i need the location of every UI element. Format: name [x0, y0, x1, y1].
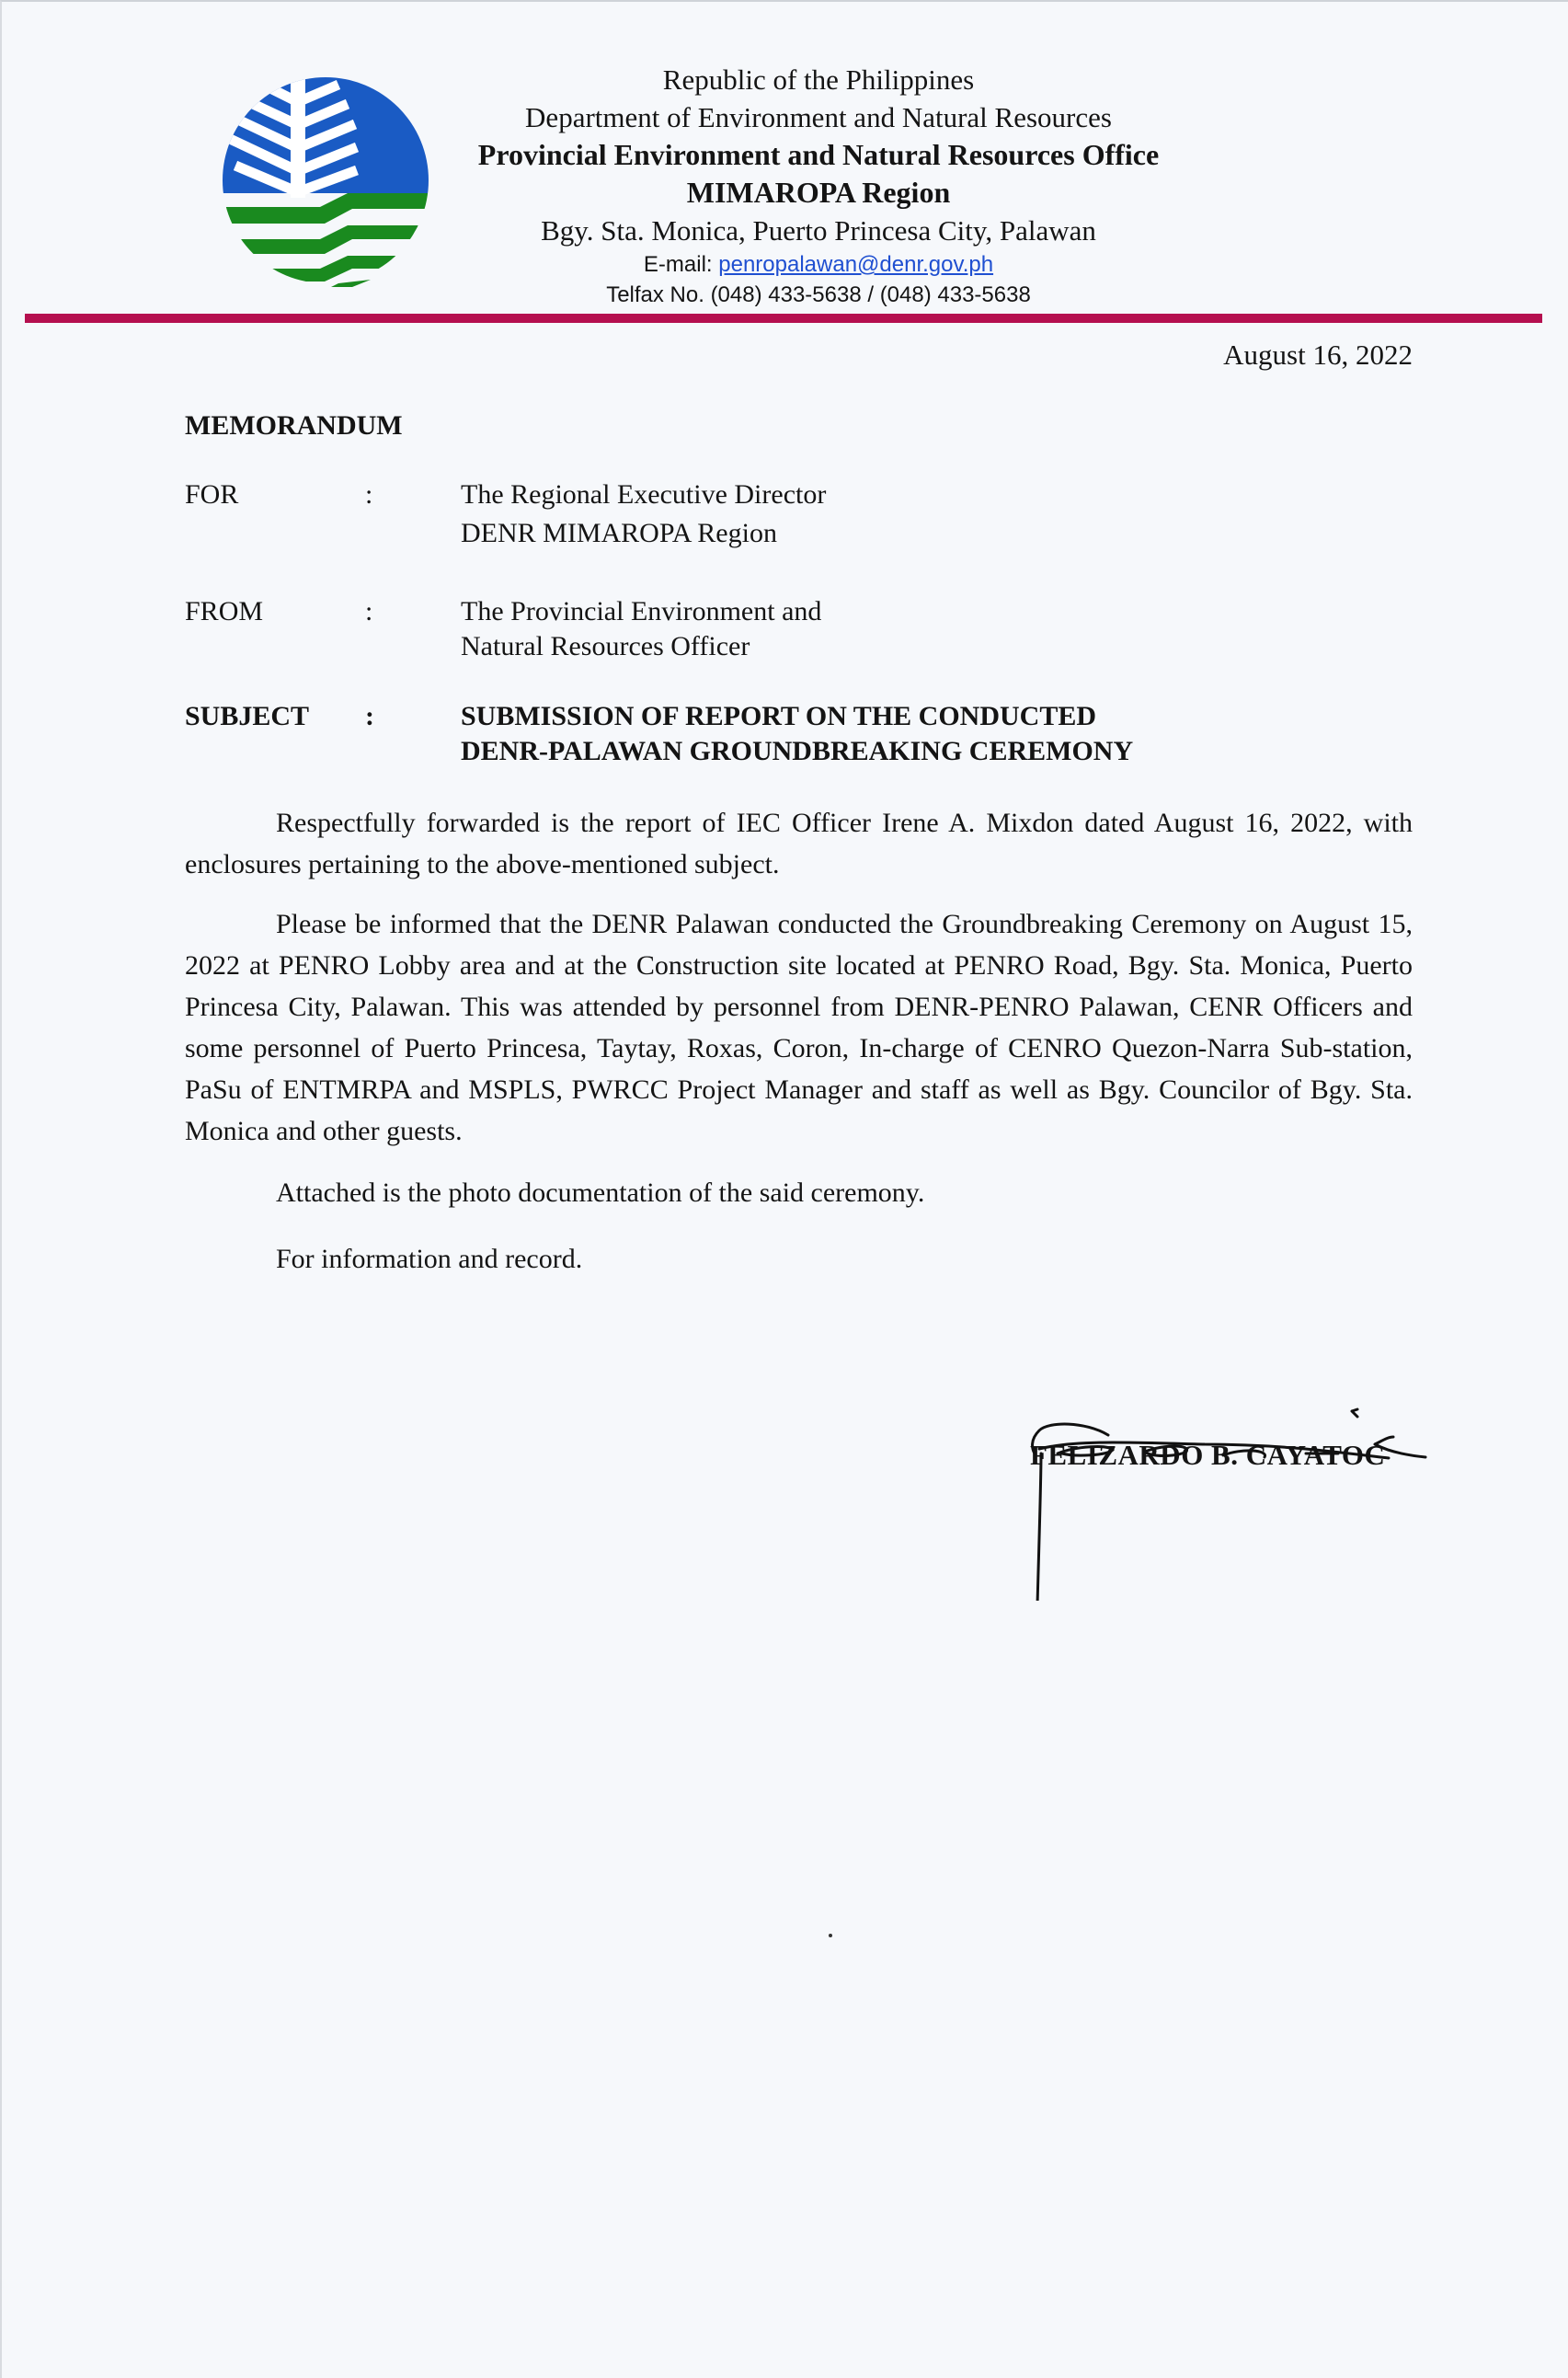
for-line-2: DENR MIMAROPA Region — [461, 518, 777, 548]
signature-block — [1021, 1380, 1462, 1601]
subject-label: SUBJECT — [185, 701, 310, 731]
memo-date: August 16, 2022 — [1223, 339, 1413, 371]
email-label: E-mail: — [643, 252, 719, 277]
signatory-name: FELIZARDO B. CAYATOC — [1030, 1439, 1386, 1471]
from-colon: : — [365, 596, 373, 626]
subject-colon: : — [365, 701, 374, 731]
body-paragraph-3: Attached is the photo documentation of the said ceremony. — [276, 1178, 925, 1208]
for-line-1: The Regional Executive Director — [461, 479, 827, 510]
body-paragraph-4: For information and record. — [276, 1244, 583, 1274]
email-link[interactable]: penropalawan@denr.gov.ph — [718, 252, 994, 277]
letterhead-department: Department of Environment and Natural Resources — [525, 101, 1112, 133]
letterhead-email-row — [423, 249, 1214, 280]
memo-title: MEMORANDUM — [185, 410, 403, 441]
for-label: FOR — [185, 479, 239, 510]
letterhead-region: MIMAROPA Region — [686, 176, 951, 209]
subject-line-1: SUBMISSION OF REPORT ON THE CONDUCTED — [461, 701, 1097, 731]
letterhead-address: Bgy. Sta. Monica, Puerto Princesa City, Palawan — [541, 214, 1096, 247]
letterhead-office: Provincial Environment and Natural Resources Office — [477, 138, 1160, 171]
subject-line-2: DENR-PALAWAN GROUNDBREAKING CEREMONY — [461, 736, 1134, 766]
for-colon: : — [365, 479, 373, 510]
header-divider — [25, 314, 1542, 323]
from-line-1: The Provincial Environment and — [461, 596, 822, 626]
letterhead-telfax: Telfax No. (048) 433-5638 / (048) 433-5638 — [606, 282, 1031, 307]
body-paragraph-2: Please be informed that the DENR Palawan conducted the Groundbreaking Ceremony on August 15, 2022 at PENRO Lobby area and at the Construction site located at PENRO Road, Bgy. Sta. Monica, Puerto Princesa City, Palawan. This was attended by personnel from DENR-PENRO Palawan, CENR Officers and some personnel of Puerto Princesa, Taytay, Roxas, Coron, In-charge of CENRO Quezon-Narra Sub-station, PaSu of ENTMRPA and MSPLS, PWRCC Project Manager and staff as well as Bgy. Councilor of Bgy. Sta. Monica and other guests. — [185, 909, 1413, 1146]
scan-speck — [829, 1934, 832, 1937]
denr-logo-icon — [219, 74, 432, 287]
from-line-2: Natural Resources Officer — [461, 631, 750, 661]
signature-icon — [1021, 1380, 1462, 1601]
body-paragraph-1: Respectfully forwarded is the report of IEC Officer Irene A. Mixdon dated August 16, 2022, with enclosures pertaining to the above-mentioned subject. — [185, 808, 1413, 879]
letterhead — [423, 61, 1214, 310]
from-label: FROM — [185, 596, 264, 626]
letterhead-republic: Republic of the Philippines — [662, 63, 975, 96]
